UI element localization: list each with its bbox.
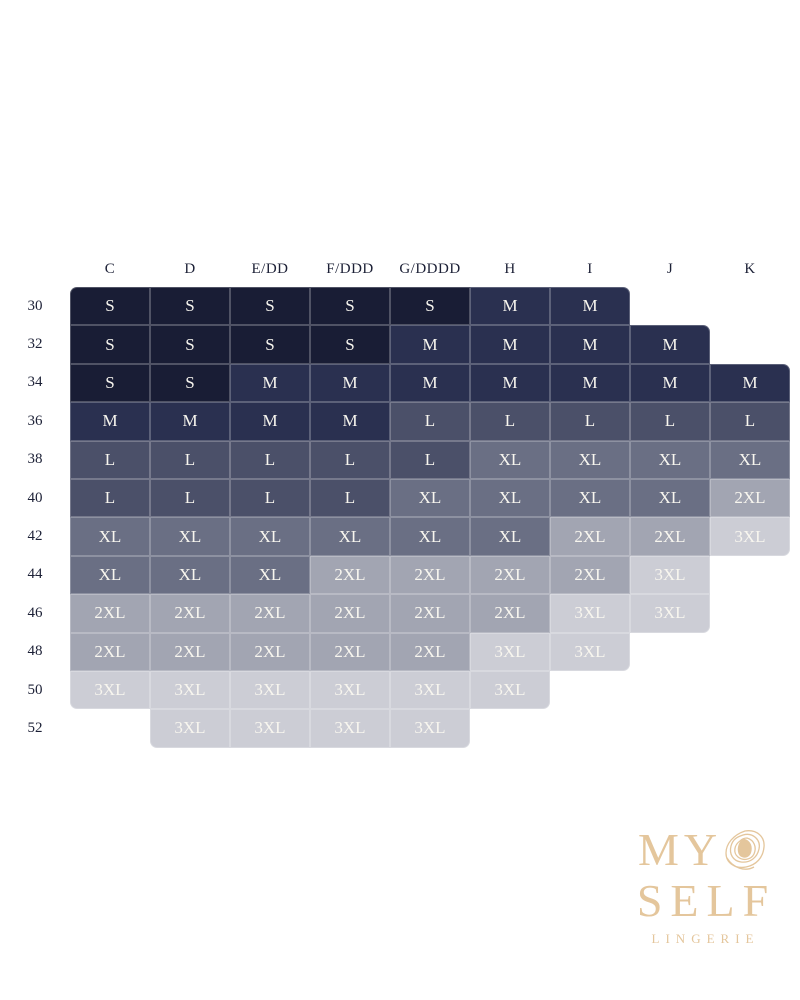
size-cell: XL [710, 441, 790, 479]
size-cell: 2XL [710, 479, 790, 517]
table-row [0, 287, 800, 325]
size-cell: S [310, 325, 390, 363]
column-header: F/DDD [326, 261, 374, 277]
size-cell: L [550, 402, 630, 440]
size-cell: M [470, 325, 550, 363]
size-cell: 2XL [470, 594, 550, 632]
table-row [0, 633, 800, 671]
table-row [0, 402, 800, 440]
size-cell: 3XL [630, 594, 710, 632]
size-cell: 3XL [150, 709, 230, 747]
row-label: 40 [27, 489, 43, 506]
row-label: 32 [27, 336, 43, 353]
size-cell: M [150, 402, 230, 440]
table-row [0, 325, 800, 363]
empty-cell [710, 287, 790, 325]
size-cell: S [70, 325, 150, 363]
size-cell: 3XL [230, 671, 310, 709]
size-cell: XL [470, 517, 550, 555]
size-cell: XL [310, 517, 390, 555]
logo-word-lingerie: LINGERIE [651, 931, 760, 946]
empty-cell [710, 594, 790, 632]
row-label: 34 [27, 374, 43, 391]
empty-cell [710, 709, 790, 747]
size-cell: 2XL [230, 633, 310, 671]
table-row [0, 517, 800, 555]
size-cell: 2XL [310, 594, 390, 632]
size-cell: M [550, 325, 630, 363]
size-cell: XL [630, 441, 710, 479]
size-cell: L [150, 479, 230, 517]
row-label: 52 [27, 719, 43, 736]
row-label: 42 [27, 528, 43, 545]
size-cell: M [710, 364, 790, 402]
size-cell: S [150, 287, 230, 325]
size-cell: 2XL [70, 594, 150, 632]
size-cell: M [310, 402, 390, 440]
size-cell: M [630, 364, 710, 402]
size-cell: S [70, 364, 150, 402]
size-cell: XL [150, 556, 230, 594]
empty-cell [70, 709, 150, 747]
chart-body [0, 287, 800, 748]
logo-word-my: MY [637, 824, 723, 875]
size-cell: M [310, 364, 390, 402]
size-cell: 3XL [150, 671, 230, 709]
size-cell: S [150, 325, 230, 363]
size-cell: M [470, 287, 550, 325]
size-cell: 3XL [630, 556, 710, 594]
size-cell: L [230, 479, 310, 517]
size-cell: XL [70, 517, 150, 555]
size-cell: L [310, 441, 390, 479]
size-cell: XL [390, 479, 470, 517]
size-cell: S [310, 287, 390, 325]
column-header: G/DDDD [399, 261, 461, 277]
size-cell: XL [230, 556, 310, 594]
size-cell: M [470, 364, 550, 402]
size-cell: L [470, 402, 550, 440]
size-cell: 2XL [390, 633, 470, 671]
size-cell: L [150, 441, 230, 479]
row-label: 48 [27, 643, 43, 660]
size-cell: 2XL [390, 556, 470, 594]
size-cell: S [390, 287, 470, 325]
size-cell: M [70, 402, 150, 440]
size-cell: M [390, 364, 470, 402]
logo-word-self: SELF [636, 875, 777, 926]
size-cell: M [630, 325, 710, 363]
size-cell: 3XL [70, 671, 150, 709]
size-cell: M [550, 287, 630, 325]
row-label: 50 [27, 681, 43, 698]
cup-header-row [70, 252, 800, 287]
empty-cell [630, 671, 710, 709]
size-cell: XL [550, 441, 630, 479]
size-cell: S [150, 364, 230, 402]
table-row [0, 556, 800, 594]
size-cell: 3XL [390, 671, 470, 709]
size-cell: 3XL [470, 671, 550, 709]
size-cell: L [310, 479, 390, 517]
size-cell: L [710, 402, 790, 440]
row-label: 38 [27, 451, 43, 468]
empty-cell [710, 556, 790, 594]
size-cell: 2XL [550, 556, 630, 594]
size-cell: M [390, 325, 470, 363]
column-header: D [184, 261, 196, 277]
size-cell: XL [70, 556, 150, 594]
table-row [0, 671, 800, 709]
size-cell: M [550, 364, 630, 402]
size-cell: 2XL [550, 517, 630, 555]
column-header: I [587, 261, 593, 277]
size-cell: 3XL [230, 709, 310, 747]
size-cell: 2XL [390, 594, 470, 632]
size-cell: 2XL [230, 594, 310, 632]
empty-cell [710, 325, 790, 363]
size-cell: XL [150, 517, 230, 555]
size-cell: L [390, 441, 470, 479]
column-header: J [666, 261, 674, 277]
size-cell: 3XL [310, 671, 390, 709]
size-cell: XL [470, 479, 550, 517]
size-cell: 2XL [310, 556, 390, 594]
column-header: H [504, 261, 516, 277]
size-cell: L [390, 402, 470, 440]
column-header: K [744, 261, 756, 277]
size-cell: S [230, 287, 310, 325]
table-row [0, 364, 800, 402]
empty-cell [710, 633, 790, 671]
logo-top-line [610, 826, 795, 879]
size-cell: 2XL [150, 594, 230, 632]
size-cell: XL [230, 517, 310, 555]
size-cell: 3XL [310, 709, 390, 747]
empty-cell [710, 671, 790, 709]
size-cell: M [230, 364, 310, 402]
size-cell: 3XL [710, 517, 790, 555]
empty-cell [630, 287, 710, 325]
empty-cell [550, 709, 630, 747]
size-cell: L [230, 441, 310, 479]
size-cell: 2XL [630, 517, 710, 555]
size-cell: L [630, 402, 710, 440]
empty-cell [630, 633, 710, 671]
size-cell: S [230, 325, 310, 363]
row-label: 44 [27, 566, 43, 583]
size-cell: 2XL [150, 633, 230, 671]
size-chart [0, 252, 800, 748]
column-header: C [104, 261, 116, 277]
table-row [0, 709, 800, 747]
empty-cell [630, 709, 710, 747]
size-cell: M [230, 402, 310, 440]
size-cell: 3XL [550, 594, 630, 632]
size-cell: 2XL [470, 556, 550, 594]
row-label: 36 [27, 412, 43, 429]
empty-cell [470, 709, 550, 747]
size-cell: S [70, 287, 150, 325]
row-label: 30 [27, 297, 43, 314]
empty-cell [550, 671, 630, 709]
table-row [0, 594, 800, 632]
size-cell: L [70, 479, 150, 517]
size-cell: XL [630, 479, 710, 517]
rose-icon [723, 828, 767, 879]
size-cell: 2XL [310, 633, 390, 671]
size-cell: XL [470, 441, 550, 479]
size-cell: XL [550, 479, 630, 517]
column-header: E/DD [251, 261, 289, 277]
size-cell: 3XL [390, 709, 470, 747]
brand-logo [610, 826, 795, 947]
row-label: 46 [27, 604, 43, 621]
size-cell: 3XL [550, 633, 630, 671]
size-cell: L [70, 441, 150, 479]
size-cell: 3XL [470, 633, 550, 671]
size-cell: XL [390, 517, 470, 555]
table-row [0, 479, 800, 517]
size-cell: 2XL [70, 633, 150, 671]
table-row [0, 441, 800, 479]
